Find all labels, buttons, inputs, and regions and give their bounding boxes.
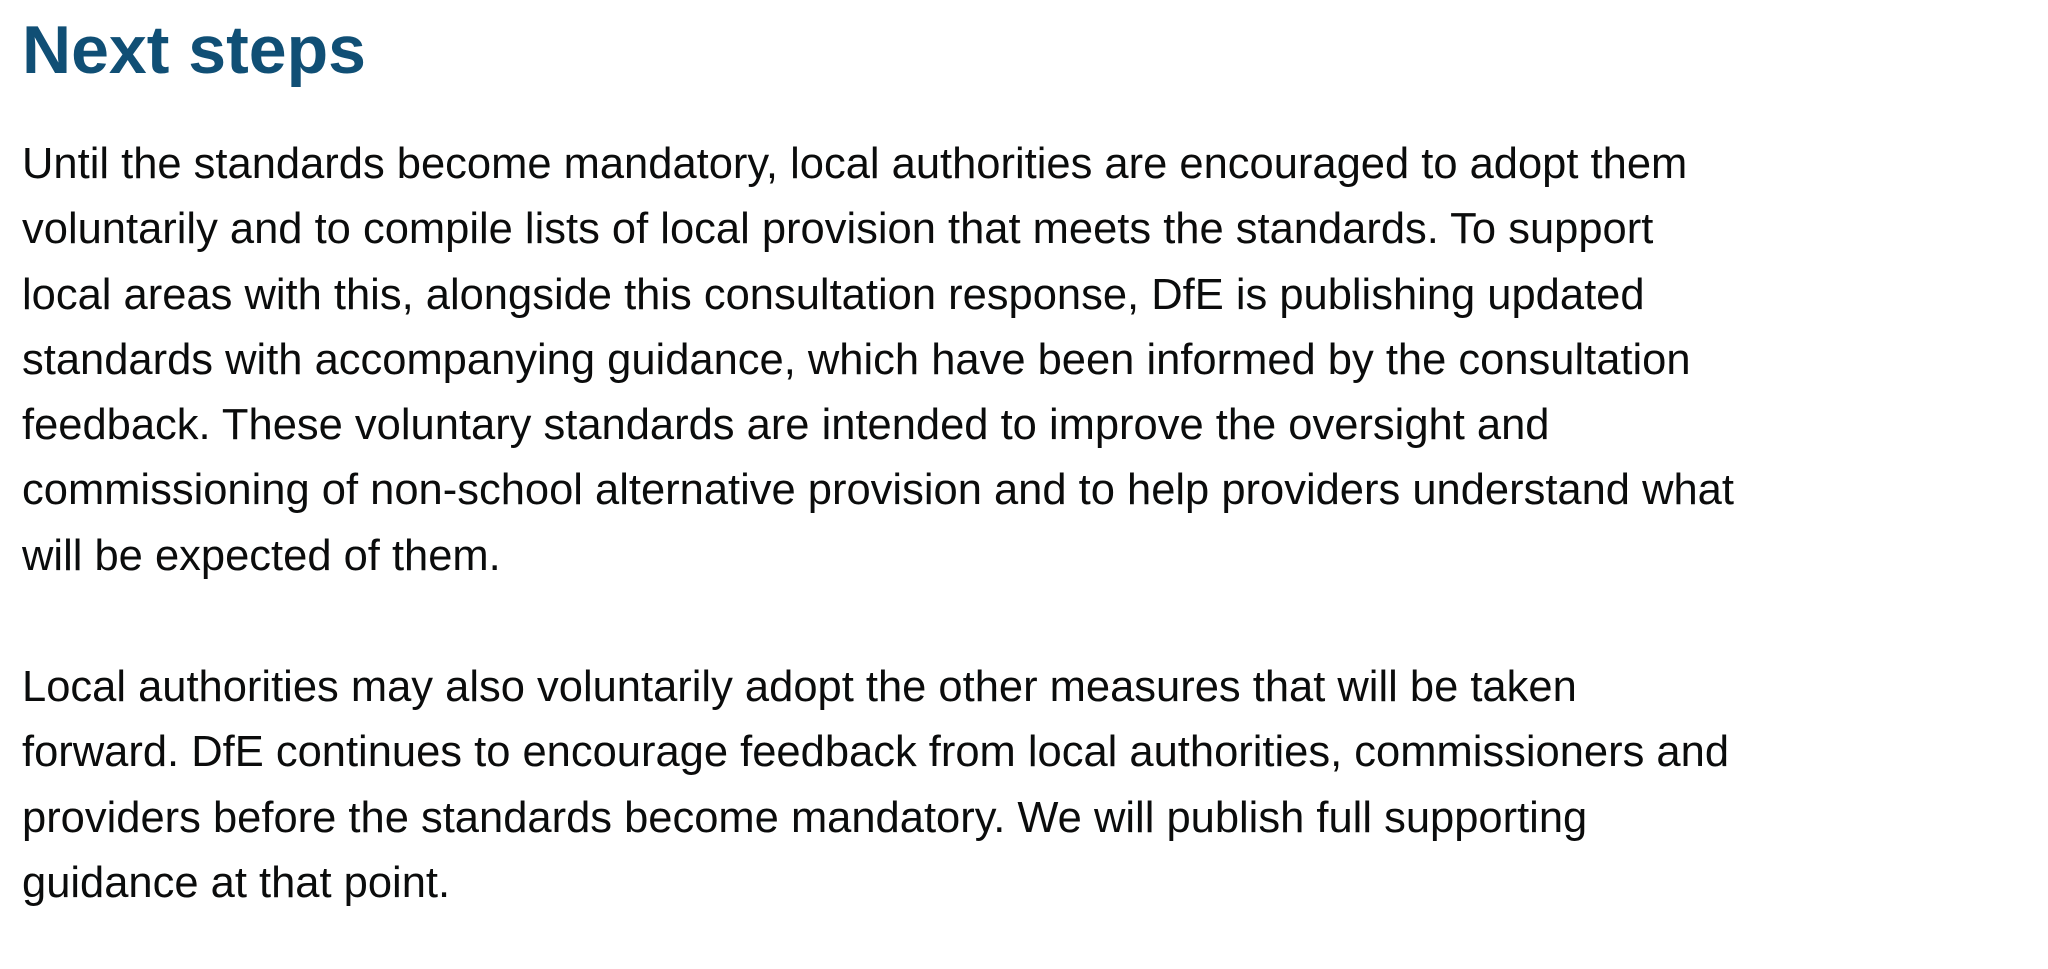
text-line: Until the standards become mandatory, local authorities are encouraged to adopt them <box>22 140 1688 188</box>
text-line: commissioning of non-school alternative provision and to help providers understand what <box>22 466 1734 515</box>
text-line: providers before the standards become mandatory. We will publish full supporting <box>22 793 1588 842</box>
text-line: local areas with this, alongside this consultation response, DfE is publishing updated <box>22 270 1645 319</box>
paragraph-standards-adoption <box>22 132 1734 589</box>
text-line: feedback. These voluntary standards are intended to improve the oversight and <box>22 401 1550 450</box>
text-line: voluntarily and to compile lists of local provision that meets the standards. To support <box>22 205 1654 254</box>
text-line: Local authorities may also voluntarily adopt the other measures that will be taken <box>22 663 1577 711</box>
section-heading: Next steps <box>22 12 366 88</box>
text-line: will be expected of them. <box>22 531 501 580</box>
paragraph-other-measures <box>22 655 1729 916</box>
text-line: standards with accompanying guidance, which have been informed by the consultation <box>22 335 1691 384</box>
text-line: forward. DfE continues to encourage feedback from local authorities, commissioners and <box>22 728 1730 777</box>
text-line: guidance at that point. <box>22 858 451 907</box>
